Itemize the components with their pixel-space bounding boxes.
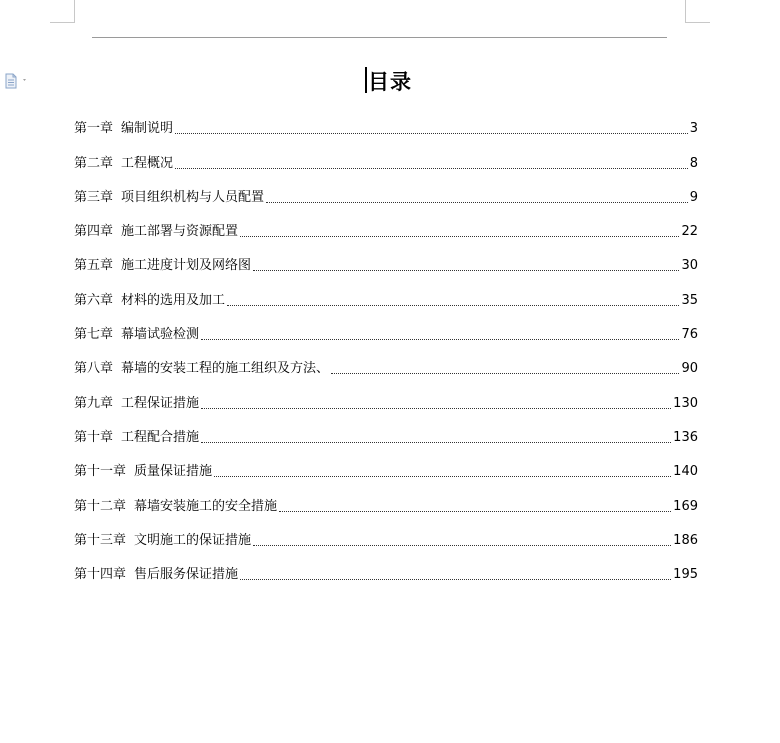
toc-entry[interactable] [74, 181, 698, 215]
toc-chapter-number: 第十二章 [74, 498, 127, 514]
toc-chapter-title: 质量保证措施 [134, 464, 213, 480]
toc-dot-leader [175, 168, 688, 169]
toc-page-number: 22 [681, 224, 698, 240]
toc-page-number: 169 [673, 498, 698, 514]
toc-page-number: 76 [681, 327, 698, 343]
toc-entry[interactable] [74, 455, 698, 489]
toc-dot-leader [240, 579, 671, 580]
toc-dot-leader [331, 373, 679, 374]
toc-chapter-number: 第七章 [74, 327, 114, 343]
toc-entry[interactable] [74, 146, 698, 180]
toc-chapter-title: 项目组织机构与人员配置 [121, 189, 265, 205]
toc-chapter-number: 第五章 [74, 258, 114, 274]
toc-dot-leader [253, 545, 671, 546]
toc-chapter-number: 第十章 [74, 429, 114, 445]
toc-page-number: 90 [681, 361, 698, 377]
toc-dot-leader [253, 270, 679, 271]
toc-entry[interactable] [74, 215, 698, 249]
table-of-contents [74, 112, 698, 592]
toc-dot-leader [266, 202, 688, 203]
toc-dot-leader [201, 408, 671, 409]
toc-chapter-title: 幕墙试验检测 [121, 327, 200, 343]
toc-chapter-title: 售后服务保证措施 [134, 567, 239, 583]
toc-chapter-number: 第一章 [74, 121, 114, 137]
toc-page-number: 9 [689, 189, 698, 205]
toc-chapter-number: 第四章 [74, 224, 114, 240]
toc-chapter-title: 编制说明 [121, 121, 174, 137]
toc-page-number: 3 [689, 121, 698, 137]
toc-chapter-number: 第十三章 [74, 532, 127, 548]
text-cursor [365, 67, 367, 93]
toc-dot-leader [279, 511, 671, 512]
toc-entry[interactable] [74, 421, 698, 455]
toc-chapter-number: 第二章 [74, 155, 114, 171]
toc-chapter-title: 工程概况 [121, 155, 174, 171]
toc-entry[interactable] [74, 318, 698, 352]
toc-entry[interactable] [74, 386, 698, 420]
toc-entry[interactable] [74, 524, 698, 558]
toc-page-number: 140 [673, 464, 698, 480]
toc-dot-leader [201, 339, 679, 340]
toc-page-number: 35 [681, 292, 698, 308]
toc-chapter-number: 第八章 [74, 361, 114, 377]
toc-chapter-number: 第九章 [74, 395, 114, 411]
toc-heading-wrap [368, 66, 412, 96]
toc-chapter-title: 施工部署与资源配置 [121, 224, 239, 240]
toc-chapter-title: 文明施工的保证措施 [134, 532, 252, 548]
toc-chapter-title: 幕墙的安装工程的施工组织及方法、 [121, 361, 330, 377]
toc-page-number: 195 [673, 567, 698, 583]
toc-page-number: 8 [689, 155, 698, 171]
toc-page-number: 186 [673, 532, 698, 548]
toc-dot-leader [175, 133, 688, 134]
header-rule [92, 37, 667, 38]
toc-chapter-number: 第十四章 [74, 567, 127, 583]
toc-entry[interactable] [74, 352, 698, 386]
toc-dot-leader [240, 236, 679, 237]
toc-chapter-title: 工程配合措施 [121, 429, 200, 445]
toc-entry[interactable] [74, 283, 698, 317]
toc-entry[interactable] [74, 558, 698, 592]
toc-heading-row [0, 66, 780, 96]
toc-dot-leader [214, 476, 671, 477]
toc-page-number: 30 [681, 258, 698, 274]
toc-chapter-number: 第三章 [74, 189, 114, 205]
toc-entry[interactable] [74, 112, 698, 146]
toc-chapter-title: 材料的选用及加工 [121, 292, 226, 308]
toc-page-number: 136 [673, 429, 698, 445]
toc-entry[interactable] [74, 249, 698, 283]
toc-chapter-title: 幕墙安装施工的安全措施 [134, 498, 278, 514]
toc-page-number: 130 [673, 395, 698, 411]
crop-mark-top-left [50, 0, 75, 23]
toc-chapter-title: 工程保证措施 [121, 395, 200, 411]
toc-chapter-number: 第十一章 [74, 464, 127, 480]
toc-dot-leader [201, 442, 671, 443]
toc-heading: 目录 [368, 69, 412, 94]
toc-chapter-number: 第六章 [74, 292, 114, 308]
toc-chapter-title: 施工进度计划及网络图 [121, 258, 252, 274]
crop-mark-top-right [685, 0, 710, 23]
toc-entry[interactable] [74, 489, 698, 523]
toc-dot-leader [227, 305, 679, 306]
